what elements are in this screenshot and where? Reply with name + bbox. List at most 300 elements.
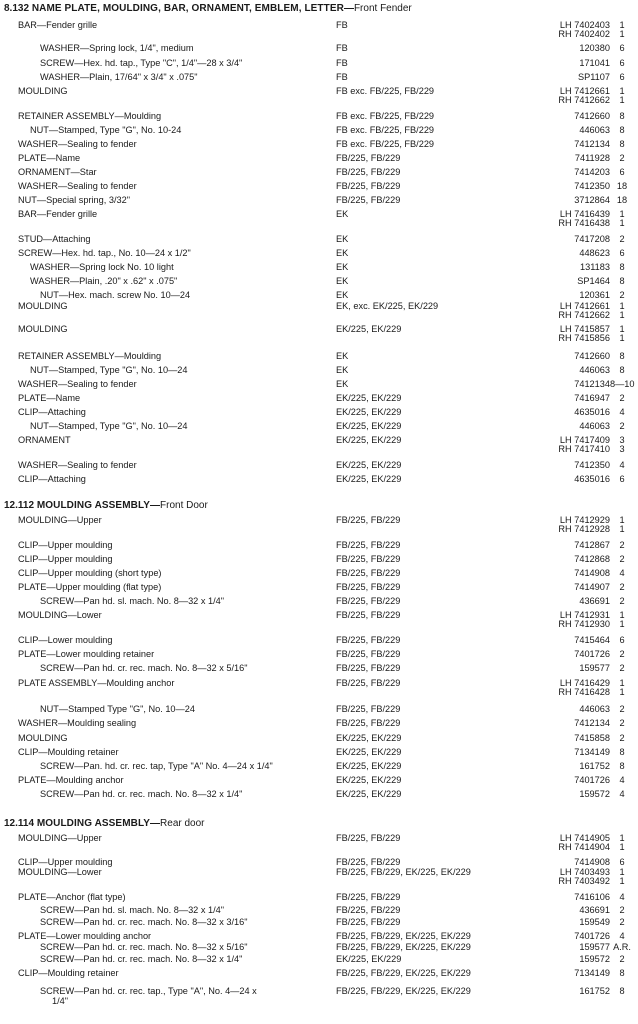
part-number: LH 7415857 (559, 324, 610, 334)
application-models: EK, exc. EK/225, EK/229 (336, 301, 439, 311)
quantity: 2 (619, 649, 625, 659)
part-description: MOULDING—Lower (18, 610, 102, 620)
quantity: 4 (619, 407, 625, 417)
part-number: 131183 (580, 262, 610, 272)
quantity: 2 (619, 718, 625, 728)
application-models: FB/225, FB/229 (336, 917, 401, 927)
application-models: FB/225, FB/229 (336, 596, 401, 606)
part-description: NUT—Stamped, Type "G", No. 10—24 (30, 421, 188, 431)
parts-row (0, 42, 638, 54)
quantity: 3 (619, 435, 625, 445)
quantity: 2 (619, 954, 625, 964)
quantity: 8 (619, 365, 625, 375)
quantity: 2 (619, 663, 625, 673)
part-number: 159577 (579, 942, 610, 952)
section-number: 12.112 (4, 500, 35, 511)
part-description: PLATE—Moulding anchor (18, 775, 124, 785)
part-number: 446063 (579, 125, 610, 135)
parts-row (0, 350, 638, 362)
parts-row (0, 378, 638, 390)
quantity: 2 (619, 582, 625, 592)
quantity: 1 (619, 833, 625, 843)
part-number: 7412660 (574, 351, 610, 361)
section-subtitle: Front Fender (353, 3, 412, 14)
part-number: 4635016 (574, 407, 610, 417)
quantity: 1 (619, 86, 625, 96)
application-models: EK/225, EK/229 (336, 733, 402, 743)
quantity: 4 (619, 775, 625, 785)
application-models: EK/225, EK/229 (336, 324, 402, 334)
quantity: 18 (616, 195, 628, 205)
quantity: 2 (619, 234, 625, 244)
part-description: NUT—Hex. mach. screw No. 10—24 (40, 290, 191, 300)
application-models: FB exc. FB/225, FB/229 (336, 125, 435, 135)
parts-row (0, 567, 638, 579)
quantity-rh: 1 (619, 524, 625, 534)
part-number: 171041 (579, 58, 610, 68)
part-description: CLIP—Upper moulding (18, 857, 113, 867)
part-description: SCREW—Pan hd. cr. rec. mach. No. 8—32 x 3/16" (40, 917, 248, 927)
part-description: WASHER—Spring lock No. 10 light (30, 262, 174, 272)
parts-row (0, 124, 638, 136)
application-models: EK/225, EK/229 (336, 435, 402, 445)
parts-row (0, 746, 638, 758)
quantity: 8 (619, 968, 625, 978)
application-models: FB/225, FB/229, EK/225, EK/229 (336, 867, 471, 877)
part-number: LH 7412931 (559, 610, 610, 620)
part-description: MOULDING (18, 86, 68, 96)
quantity-rh: 1 (619, 687, 625, 697)
part-description: MOULDING (18, 733, 68, 743)
part-number: 159549 (579, 917, 610, 927)
parts-row (0, 953, 638, 965)
part-description: BAR—Fender grille (18, 209, 98, 219)
application-models: FB/225, FB/229, EK/225, EK/229 (336, 968, 471, 978)
quantity: 6 (619, 857, 625, 867)
part-description: RETAINER ASSEMBLY—Moulding (18, 351, 162, 361)
part-description: CLIP—Upper moulding (short type) (18, 568, 162, 578)
quantity: 4 (619, 892, 625, 902)
part-number: 7412868 (574, 554, 610, 564)
part-number: 7412134 (574, 379, 610, 389)
quantity-rh: 1 (619, 310, 625, 320)
application-models: EK/225, EK/229 (336, 407, 402, 417)
section-subtitle: Rear door (160, 818, 205, 829)
part-description: WASHER—Sealing to fender (18, 460, 137, 470)
part-description: CLIP—Moulding retainer (18, 968, 119, 978)
quantity-rh: 1 (619, 333, 625, 343)
application-models: EK (336, 351, 349, 361)
part-description: STUD—Attaching (18, 234, 91, 244)
parts-row (0, 832, 638, 852)
quantity: 2 (619, 905, 625, 915)
application-models: FB/225, FB/229, EK/225, EK/229 (336, 942, 471, 952)
section-subtitle: Front Door (160, 500, 208, 511)
part-description: MOULDING (18, 324, 68, 334)
parts-row (0, 275, 638, 287)
parts-row (0, 473, 638, 485)
part-number: SP1107 (577, 72, 610, 82)
part-number: 7414908 (574, 857, 610, 867)
application-models: EK/225, EK/229 (336, 761, 402, 771)
parts-row (0, 581, 638, 593)
part-description: NUT—Stamped, Type "G", No. 10-24 (30, 125, 182, 135)
part-description: CLIP—Attaching (18, 474, 86, 484)
part-description: WASHER—Plain, .20" x .62" x .075" (30, 276, 178, 286)
part-description: NUT—Stamped Type "G", No. 10—24 (40, 704, 195, 714)
parts-row (0, 406, 638, 418)
application-models: FB/225, FB/229 (336, 718, 401, 728)
parts-row (0, 152, 638, 164)
parts-row (0, 323, 638, 343)
part-number: 7401726 (574, 649, 610, 659)
parts-row (0, 300, 638, 320)
part-number: 7417208 (574, 234, 610, 244)
part-description: PLATE ASSEMBLY—Moulding anchor (18, 678, 175, 688)
part-description: WASHER—Sealing to fender (18, 379, 137, 389)
parts-row (0, 539, 638, 551)
part-description: CLIP—Upper moulding (18, 554, 113, 564)
part-number: 436691 (579, 596, 610, 606)
parts-row (0, 434, 638, 454)
application-models: FB/225, FB/229, EK/225, EK/229 (336, 931, 471, 941)
quantity-rh: 1 (619, 876, 625, 886)
part-description: SCREW—Hex. hd. tap., No. 10—24 x 1/2" (18, 248, 191, 258)
parts-row (0, 514, 638, 534)
parts-row (0, 967, 638, 979)
part-number: 446063 (579, 704, 610, 714)
quantity: 1 (619, 209, 625, 219)
quantity: 1 (619, 324, 625, 334)
parts-row (0, 703, 638, 715)
application-models: EK (336, 234, 349, 244)
part-number: LH 7417409 (559, 435, 610, 445)
part-number: 7134149 (574, 747, 610, 757)
part-number: 448623 (579, 248, 610, 258)
quantity: 6 (619, 248, 625, 258)
quantity-rh: 1 (619, 842, 625, 852)
part-description: WASHER—Sealing to fender (18, 139, 137, 149)
application-models: FB (336, 72, 348, 82)
parts-row (0, 891, 638, 903)
application-models: FB/225, FB/229 (336, 153, 401, 163)
part-description: SCREW—Pan hd. cr. rec. mach. No. 8—32 x 5/16" (40, 942, 248, 952)
application-models: FB exc. FB/225, FB/229 (336, 86, 435, 96)
quantity: A.R. (613, 942, 631, 952)
part-number: 7412660 (574, 111, 610, 121)
part-description: WASHER—Sealing to fender (18, 181, 137, 191)
quantity: 4 (619, 789, 625, 799)
application-models: FB/225, FB/229, EK/225, EK/229 (336, 986, 471, 996)
part-number: 7412867 (574, 540, 610, 550)
application-models: FB/225, FB/229 (336, 181, 401, 191)
parts-row (0, 138, 638, 150)
application-models: FB (336, 43, 348, 53)
application-models: FB/225, FB/229 (336, 540, 401, 550)
part-number: 161752 (579, 986, 610, 996)
quantity: 2 (619, 704, 625, 714)
parts-row (0, 71, 638, 83)
quantity: 6 (619, 72, 625, 82)
application-models: EK/225, EK/229 (336, 421, 402, 431)
part-number-rh: RH 7402402 (558, 29, 610, 39)
part-description: MOULDING—Upper (18, 833, 102, 843)
part-number: 7412350 (574, 181, 610, 191)
application-models: EK/225, EK/229 (336, 460, 402, 470)
part-description: ORNAMENT—Star (18, 167, 97, 177)
part-number: LH 7403493 (559, 867, 610, 877)
application-models: FB/225, FB/229 (336, 568, 401, 578)
parts-row (0, 166, 638, 178)
part-description: MOULDING (18, 301, 68, 311)
application-models: EK/225, EK/229 (336, 393, 402, 403)
part-number-rh: RH 7412928 (558, 524, 610, 534)
parts-row (0, 985, 638, 1006)
quantity-rh: 1 (619, 29, 625, 39)
part-description: NUT—Special spring, 3/32" (18, 195, 131, 205)
application-models: EK/225, EK/229 (336, 747, 402, 757)
part-description: PLATE—Upper moulding (flat type) (18, 582, 162, 592)
parts-row (0, 194, 638, 206)
part-number: LH 7416439 (559, 209, 610, 219)
parts-row (0, 57, 638, 69)
parts-row (0, 648, 638, 660)
application-models: FB (336, 20, 348, 30)
part-description: SCREW—Hex. hd. tap., Type "C", 1/4"—28 x 3/4" (40, 58, 243, 68)
parts-row (0, 233, 638, 245)
quantity: 8 (619, 111, 625, 121)
part-description: WASHER—Plain, 17/64" x 3/4" x .075" (40, 72, 198, 82)
part-number-rh: RH 7414904 (558, 842, 610, 852)
quantity: 1 (619, 867, 625, 877)
quantity: 2 (619, 421, 625, 431)
application-models: FB/225, FB/229 (336, 195, 401, 205)
part-number-rh: RH 7412662 (558, 310, 610, 320)
quantity: 1 (619, 301, 625, 311)
part-description: SCREW—Pan hd. cr. rec. mach. No. 8—32 x 1/4" (40, 789, 243, 799)
quantity: 1 (619, 515, 625, 525)
quantity: 2 (619, 596, 625, 606)
quantity: 4 (619, 931, 625, 941)
application-models: EK (336, 379, 349, 389)
part-description: PLATE—Anchor (flat type) (18, 892, 126, 902)
parts-row (0, 788, 638, 800)
quantity: 8 (619, 351, 625, 361)
part-number: 159572 (579, 789, 610, 799)
quantity-rh: 3 (619, 444, 625, 454)
quantity-rh: 1 (619, 619, 625, 629)
part-description-continued: 1/4" (52, 996, 69, 1006)
part-description: NUT—Stamped, Type "G", No. 10—24 (30, 365, 188, 375)
application-models: FB (336, 58, 348, 68)
application-models: EK/225, EK/229 (336, 789, 402, 799)
part-number: LH 7414905 (559, 833, 610, 843)
application-models: FB/225, FB/229 (336, 663, 401, 673)
quantity: 8 (619, 761, 625, 771)
parts-row (0, 247, 638, 259)
part-number: 7411928 (574, 153, 610, 163)
part-number: LH 7412661 (559, 301, 610, 311)
application-models: FB/225, FB/229 (336, 649, 401, 659)
application-models: FB/225, FB/229 (336, 678, 401, 688)
parts-row (0, 662, 638, 674)
part-description: PLATE—Lower moulding anchor (18, 931, 152, 941)
parts-row (0, 916, 638, 928)
quantity: 6 (619, 635, 625, 645)
parts-row (0, 760, 638, 772)
quantity: 4 (619, 568, 625, 578)
part-number: 7401726 (574, 931, 610, 941)
application-models: FB/225, FB/229 (336, 857, 401, 867)
application-models: EK (336, 248, 349, 258)
quantity: 8 (619, 139, 625, 149)
parts-row (0, 392, 638, 404)
part-number: 7415858 (574, 733, 610, 743)
application-models: EK/225, EK/229 (336, 775, 402, 785)
quantity: 6 (619, 43, 625, 53)
part-description: PLATE—Name (18, 153, 81, 163)
parts-row (0, 420, 638, 432)
part-number: 159572 (579, 954, 610, 964)
application-models: FB/225, FB/229 (336, 554, 401, 564)
part-description: SCREW—Pan hd. cr. rec. mach. No. 8—32 x 5/16" (40, 663, 248, 673)
quantity: 2 (619, 733, 625, 743)
quantity: 8 (619, 986, 625, 996)
application-models: FB/225, FB/229 (336, 167, 401, 177)
part-description: PLATE—Name (18, 393, 81, 403)
section-title: MOULDING ASSEMBLY (36, 818, 151, 829)
parts-row (0, 717, 638, 729)
part-number: LH 7416429 (559, 678, 610, 688)
part-description: SCREW—Pan hd. cr. rec. mach. No. 8—32 x 1/4" (40, 954, 243, 964)
application-models: FB/225, FB/229 (336, 833, 401, 843)
parts-row (0, 774, 638, 786)
quantity: 2 (619, 153, 625, 163)
quantity: 2 (619, 290, 625, 300)
quantity: 6 (619, 58, 625, 68)
parts-row (0, 553, 638, 565)
part-number: LH 7412661 (559, 86, 610, 96)
part-number: 7416947 (574, 393, 610, 403)
application-models: EK (336, 262, 349, 272)
parts-row (0, 677, 638, 697)
part-number: 7416106 (574, 892, 610, 902)
part-number: SP1464 (577, 276, 610, 286)
part-description: RETAINER ASSEMBLY—Moulding (18, 111, 162, 121)
part-description: CLIP—Lower moulding (18, 635, 113, 645)
parts-row (0, 459, 638, 471)
parts-row (0, 904, 638, 916)
part-number: 436691 (579, 905, 610, 915)
part-description: CLIP—Moulding retainer (18, 747, 119, 757)
application-models: EK (336, 209, 349, 219)
parts-row (0, 941, 638, 953)
quantity: 8 (619, 262, 625, 272)
part-number-rh: RH 7416428 (558, 687, 610, 697)
quantity: 8 (619, 747, 625, 757)
parts-row (0, 364, 638, 376)
section-header: 12.114 MOULDING ASSEMBLY—Rear door (4, 818, 205, 829)
section-number: 12.114 (4, 818, 35, 829)
part-description: SCREW—Pan hd. cr. rec. tap., Type "A", No. 4—24 x (40, 986, 257, 996)
parts-row (0, 609, 638, 629)
parts-row (0, 595, 638, 607)
parts-row (0, 208, 638, 228)
part-number: 7412350 (574, 460, 610, 470)
part-number-rh: RH 7403492 (558, 876, 610, 886)
parts-row (0, 85, 638, 105)
quantity: 4 (619, 460, 625, 470)
part-number-rh: RH 7412930 (558, 619, 610, 629)
application-models: FB/225, FB/229 (336, 515, 401, 525)
quantity: 8—10 (610, 379, 635, 389)
part-number: 3712864 (574, 195, 610, 205)
part-description: CLIP—Attaching (18, 407, 86, 417)
part-description: MOULDING—Lower (18, 867, 102, 877)
part-number: 7414203 (574, 167, 610, 177)
quantity-rh: 1 (619, 218, 625, 228)
application-models: FB/225, FB/229 (336, 610, 401, 620)
section-number: 8.132 (4, 3, 30, 14)
part-number: 446063 (579, 365, 610, 375)
part-number: LH 7412929 (559, 515, 610, 525)
part-description: MOULDING—Upper (18, 515, 102, 525)
quantity: 8 (619, 125, 625, 135)
part-number-rh: RH 7412662 (558, 95, 610, 105)
quantity: 1 (619, 20, 625, 30)
quantity-rh: 1 (619, 95, 625, 105)
quantity: 18 (616, 181, 628, 191)
quantity: 6 (619, 167, 625, 177)
part-number-rh: RH 7416438 (558, 218, 610, 228)
part-description: WASHER—Moulding sealing (18, 718, 137, 728)
quantity: 1 (619, 610, 625, 620)
part-number: 7134149 (574, 968, 610, 978)
parts-row (0, 180, 638, 192)
part-number: 7414908 (574, 568, 610, 578)
section-title: NAME PLATE, MOULDING, BAR, ORNAMENT, EMBLEM, LETTER (31, 3, 344, 14)
part-number: LH 7402403 (559, 20, 610, 30)
application-models: FB/225, FB/229 (336, 635, 401, 645)
part-number: 159577 (579, 663, 610, 673)
part-number: 446063 (579, 421, 610, 431)
parts-row (0, 732, 638, 744)
part-description: BAR—Fender grille (18, 20, 98, 30)
application-models: FB/225, FB/229 (336, 704, 401, 714)
part-number: 7401726 (574, 775, 610, 785)
application-models: EK (336, 290, 349, 300)
quantity: 2 (619, 554, 625, 564)
part-number: 161752 (579, 761, 610, 771)
section-header: 12.112 MOULDING ASSEMBLY—Front Door (4, 500, 208, 511)
section-title: MOULDING ASSEMBLY (36, 500, 151, 511)
part-number-rh: RH 7415856 (558, 333, 610, 343)
part-description: SCREW—Pan hd. sl. mach. No. 8—32 x 1/4" (40, 905, 225, 915)
parts-row (0, 866, 638, 886)
application-models: FB exc. FB/225, FB/229 (336, 111, 435, 121)
application-models: FB/225, FB/229 (336, 905, 401, 915)
part-description: WASHER—Spring lock, 1/4", medium (40, 43, 194, 53)
quantity: 6 (619, 474, 625, 484)
quantity: 1 (619, 678, 625, 688)
parts-row (0, 19, 638, 39)
part-description: SCREW—Pan. hd. cr. rec. tap, Type "A" No. 4—24 x 1/4" (40, 761, 273, 771)
parts-row (0, 261, 638, 273)
parts-row (0, 110, 638, 122)
part-description: CLIP—Upper moulding (18, 540, 113, 550)
application-models: FB exc. FB/225, FB/229 (336, 139, 435, 149)
part-number: 7415464 (574, 635, 610, 645)
